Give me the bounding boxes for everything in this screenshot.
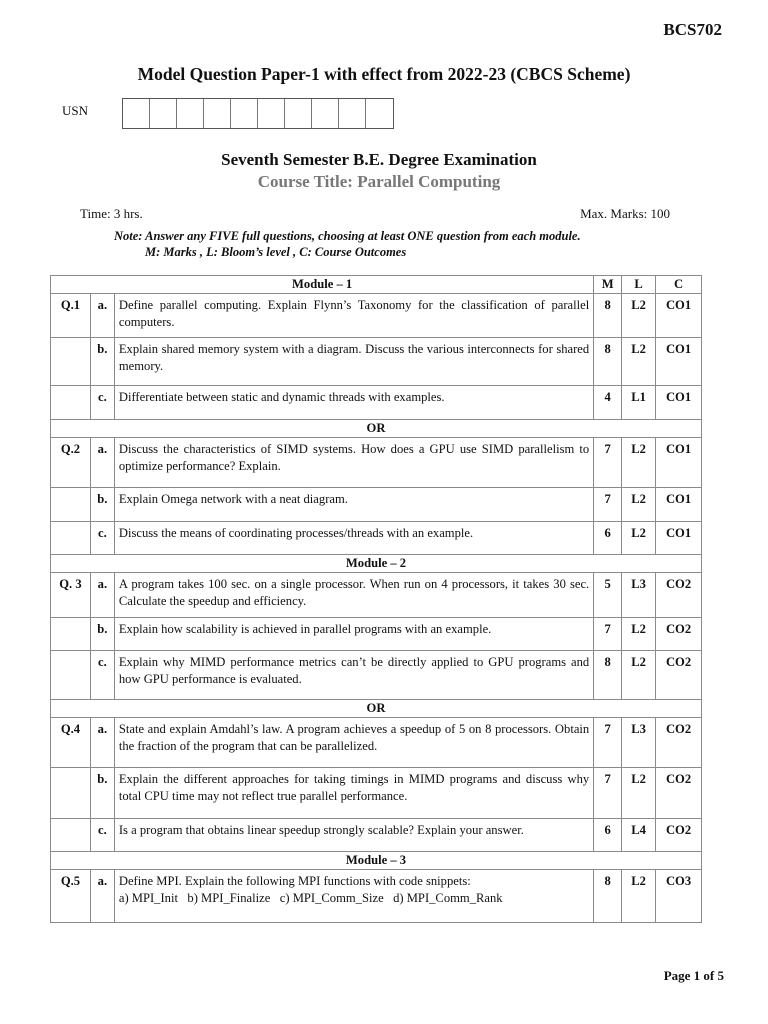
question-row <box>51 768 702 819</box>
question-number <box>51 618 91 651</box>
question-text: Discuss the means of coordinating processes/threads with an example. <box>114 522 593 555</box>
blooms-level: L4 <box>622 819 656 852</box>
blooms-level: L2 <box>622 488 656 522</box>
marks-value: 4 <box>594 386 622 420</box>
sub-question-label: b. <box>90 488 114 522</box>
question-text: Define parallel computing. Explain Flynn’s Taxonomy for the classification of parallel computers. <box>114 294 593 338</box>
question-number <box>51 522 91 555</box>
blooms-level: L2 <box>622 618 656 651</box>
question-text: State and explain Amdahl’s law. A program achieves a speedup of 5 on 8 processors. Obtain the fraction of the program that can be parallelized. <box>114 718 593 768</box>
course-outcome: CO2 <box>656 768 702 819</box>
sub-question-label: a. <box>90 870 114 923</box>
page-number: Page 1 of 5 <box>663 968 724 983</box>
paper-code: BCS702 <box>663 20 722 39</box>
question-number <box>51 386 91 420</box>
course-outcome: CO2 <box>656 651 702 700</box>
sub-question-label: c. <box>90 651 114 700</box>
usn-box[interactable] <box>339 99 366 128</box>
blooms-level: L1 <box>622 386 656 420</box>
course-outcome: CO1 <box>656 522 702 555</box>
sub-question-label: c. <box>90 386 114 420</box>
blooms-level: L2 <box>622 294 656 338</box>
course-outcome: CO2 <box>656 618 702 651</box>
blooms-level: L2 <box>622 338 656 386</box>
question-text: Differentiate between static and dynamic threads with examples. <box>114 386 593 420</box>
paper-title: Model Question Paper-1 with effect from 2022-23 (CBCS Scheme) <box>137 64 631 84</box>
question-row <box>51 651 702 700</box>
marks-value: 7 <box>594 438 622 488</box>
marks-value: 7 <box>594 768 622 819</box>
course-outcome: CO1 <box>656 386 702 420</box>
course-outcome: CO3 <box>656 870 702 923</box>
marks-value: 7 <box>594 618 622 651</box>
usn-box[interactable] <box>150 99 177 128</box>
sub-question-label: a. <box>90 573 114 618</box>
question-number: Q.2 <box>51 438 91 488</box>
module-header-row <box>51 555 702 573</box>
marks-value: 8 <box>594 294 622 338</box>
usn-box[interactable] <box>204 99 231 128</box>
time-allowed: Time: 3 hrs. <box>80 206 143 221</box>
usn-box[interactable] <box>285 99 312 128</box>
usn-box[interactable] <box>366 99 393 128</box>
sub-question-label: c. <box>90 819 114 852</box>
or-label: OR <box>51 420 702 438</box>
usn-box[interactable] <box>258 99 285 128</box>
marks-header: M <box>594 276 622 294</box>
sub-question-label: c. <box>90 522 114 555</box>
course-title: Course Title: Parallel Computing <box>257 172 501 191</box>
module-label: Module – 3 <box>51 852 702 870</box>
module-label: Module – 2 <box>51 555 702 573</box>
module-header-row <box>51 852 702 870</box>
or-label: OR <box>51 700 702 718</box>
question-number: Q.4 <box>51 718 91 768</box>
or-separator-row <box>51 700 702 718</box>
module-label: Module – 1 <box>51 276 594 294</box>
course-outcome: CO2 <box>656 718 702 768</box>
sub-question-label: b. <box>90 618 114 651</box>
sub-question-label: b. <box>90 338 114 386</box>
exam-name: Seventh Semester B.E. Degree Examination <box>221 150 537 169</box>
question-row <box>51 438 702 488</box>
module-header-row <box>51 276 702 294</box>
or-separator-row <box>51 420 702 438</box>
max-marks: Max. Marks: 100 <box>580 206 670 221</box>
question-number: Q.1 <box>51 294 91 338</box>
question-number: Q. 3 <box>51 573 91 618</box>
question-row <box>51 522 702 555</box>
question-row <box>51 338 702 386</box>
usn-box[interactable] <box>177 99 204 128</box>
usn-box[interactable] <box>123 99 150 128</box>
course-outcome: CO1 <box>656 488 702 522</box>
outcome-header: C <box>656 276 702 294</box>
question-row <box>51 294 702 338</box>
usn-box[interactable] <box>312 99 339 128</box>
question-number <box>51 338 91 386</box>
question-number <box>51 819 91 852</box>
blooms-level: L2 <box>622 651 656 700</box>
question-text: Discuss the characteristics of SIMD systems. How does a GPU use SIMD parallelism to optimize performance? Explain. <box>114 438 593 488</box>
blooms-level: L2 <box>622 768 656 819</box>
sub-question-label: a. <box>90 438 114 488</box>
question-number <box>51 488 91 522</box>
question-text: Define MPI. Explain the following MPI functions with code snippets: a) MPI_Init b) MPI_Finalize c) MPI_Comm_Size d) MPI_Comm_Rank <box>114 870 593 923</box>
question-number: Q.5 <box>51 870 91 923</box>
question-number <box>51 651 91 700</box>
marks-value: 5 <box>594 573 622 618</box>
marks-value: 6 <box>594 522 622 555</box>
blooms-level: L2 <box>622 522 656 555</box>
blooms-level: L2 <box>622 438 656 488</box>
course-outcome: CO1 <box>656 338 702 386</box>
usn-box[interactable] <box>231 99 258 128</box>
question-table <box>50 275 702 923</box>
course-outcome: CO2 <box>656 573 702 618</box>
level-header: L <box>622 276 656 294</box>
sub-question-label: a. <box>90 294 114 338</box>
marks-value: 6 <box>594 819 622 852</box>
question-row <box>51 819 702 852</box>
blooms-level: L2 <box>622 870 656 923</box>
usn-label: USN <box>62 103 89 118</box>
question-text: A program takes 100 sec. on a single processor. When run on 4 processors, it takes 30 sec. Calculate the speedup and efficiency. <box>114 573 593 618</box>
question-text: Explain shared memory system with a diagram. Discuss the various interconnects for shared memory. <box>114 338 593 386</box>
course-outcome: CO1 <box>656 438 702 488</box>
blooms-level: L3 <box>622 573 656 618</box>
question-row <box>51 718 702 768</box>
sub-question-label: a. <box>90 718 114 768</box>
column-legend: M: Marks , L: Bloom’s level , C: Course Outcomes <box>145 245 407 259</box>
question-row <box>51 618 702 651</box>
marks-value: 8 <box>594 870 622 923</box>
question-row <box>51 488 702 522</box>
question-text: Is a program that obtains linear speedup strongly scalable? Explain your answer. <box>114 819 593 852</box>
question-text: Explain how scalability is achieved in parallel programs with an example. <box>114 618 593 651</box>
question-row <box>51 573 702 618</box>
question-text: Explain why MIMD performance metrics can’t be directly applied to GPU programs and how GPU performance is evaluated. <box>114 651 593 700</box>
question-text: Explain the different approaches for taking timings in MIMD programs and discuss why total CPU time may not reflect true parallel performance. <box>114 768 593 819</box>
question-row <box>51 870 702 923</box>
blooms-level: L3 <box>622 718 656 768</box>
marks-value: 7 <box>594 718 622 768</box>
question-row <box>51 386 702 420</box>
marks-value: 7 <box>594 488 622 522</box>
course-outcome: CO2 <box>656 819 702 852</box>
question-text: Explain Omega network with a neat diagram. <box>114 488 593 522</box>
course-outcome: CO1 <box>656 294 702 338</box>
sub-question-label: b. <box>90 768 114 819</box>
question-number <box>51 768 91 819</box>
usn-boxes <box>122 98 394 129</box>
marks-value: 8 <box>594 338 622 386</box>
instructions-note: Note: Answer any FIVE full questions, choosing at least ONE question from each module. <box>114 229 581 243</box>
marks-value: 8 <box>594 651 622 700</box>
